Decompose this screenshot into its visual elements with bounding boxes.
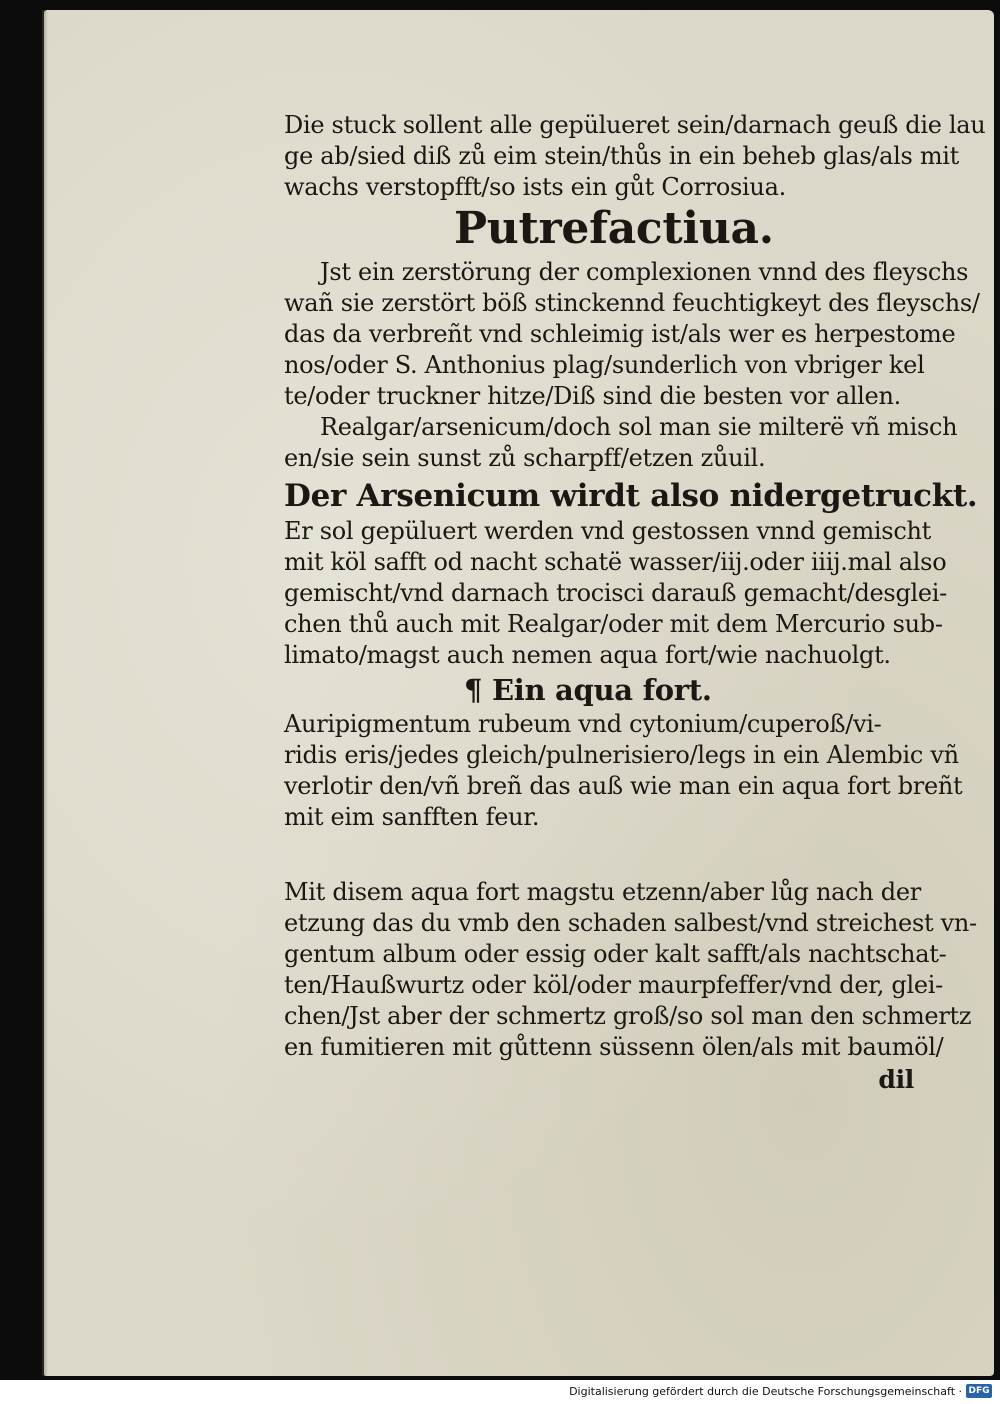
- footer-bar: [0, 1380, 1000, 1404]
- text-line: das da verbreñt vnd schleimig ist/als wer es herpestome: [284, 320, 956, 348]
- text-line: te/oder truckner hitze/Diß sind die besten vor allen.: [284, 382, 901, 410]
- text-line: mit eim sanfften feur.: [284, 803, 540, 831]
- text-line: en fumitieren mit gůttenn süssenn ölen/als mit baumöl/: [284, 1033, 944, 1061]
- text-line: mit köl safft od nacht schatë wasser/iij.oder iiij.mal also: [284, 548, 947, 576]
- text-line: ge ab/sied diß zů eim stein/thůs in ein beheb glas/als mit: [284, 142, 960, 170]
- text-line: Er sol gepüluert werden vnd gestossen vnnd gemischt: [284, 517, 931, 545]
- text-line: chen/Jst aber der schmertz groß/so sol man den schmertz: [284, 1002, 972, 1030]
- text-line: chen thů auch mit Realgar/oder mit dem Mercurio sub-: [284, 610, 943, 638]
- page-text: [284, 110, 984, 1097]
- text-line: Realgar/arsenicum/doch sol man sie milterë vñ misch: [320, 413, 958, 441]
- text-line: ridis eris/jedes gleich/pulnerisiero/legs in ein Alembic vñ: [284, 741, 959, 769]
- book-page: [44, 10, 994, 1376]
- section-heading-putrefactiua: Putrefactiua.: [454, 203, 774, 254]
- text-line: wañ sie zerstört böß stinckennd feuchtigkeyt des fleyschs/: [284, 289, 980, 317]
- dfg-logo: DFG: [966, 1384, 992, 1398]
- text-line: gentum album oder essig oder kalt safft/als nachtschat-: [284, 940, 947, 968]
- section-heading-aqua-fort: ¶ Ein aqua fort.: [464, 673, 712, 707]
- text-line: nos/oder S. Anthonius plag/sunderlich von vbriger kel: [284, 351, 925, 379]
- text-line: etzung das du vmb den schaden salbest/vnd streichest vn-: [284, 909, 977, 937]
- text-line: ten/Haußwurtz oder köl/oder maurpfeffer/vnd der, glei-: [284, 971, 943, 999]
- catchword: dil: [878, 1065, 914, 1094]
- text-line: Jst ein zerstörung der complexionen vnnd des fleyschs: [320, 258, 969, 286]
- text-line: gemischt/vnd darnach trocisci darauß gemacht/desglei-: [284, 579, 947, 607]
- text-line: limato/magst auch nemen aqua fort/wie nachuolgt.: [284, 641, 891, 669]
- paragraph-gap: [284, 833, 984, 877]
- text-line: Mit disem aqua fort magstu etzenn/aber lůg nach der: [284, 878, 921, 906]
- funding-credit: Digitalisierung gefördert durch die Deutsche Forschungsgemeinschaft ·: [569, 1385, 962, 1398]
- text-line: wachs verstopfft/so ists ein gůt Corrosiua.: [284, 173, 786, 201]
- text-line: Auripigmentum rubeum vnd cytonium/cuperoß/vi-: [284, 710, 882, 738]
- text-line: verlotir den/vñ breñ das auß wie man ein aqua fort breñt: [284, 772, 963, 800]
- text-line: Die stuck sollent alle gepülueret sein/darnach geuß die lau: [284, 111, 986, 139]
- section-heading-arsenicum: Der Arsenicum wirdt also nidergetruckt.: [284, 478, 978, 514]
- text-line: en/sie sein sunst zů scharpff/etzen zůuil.: [284, 444, 766, 472]
